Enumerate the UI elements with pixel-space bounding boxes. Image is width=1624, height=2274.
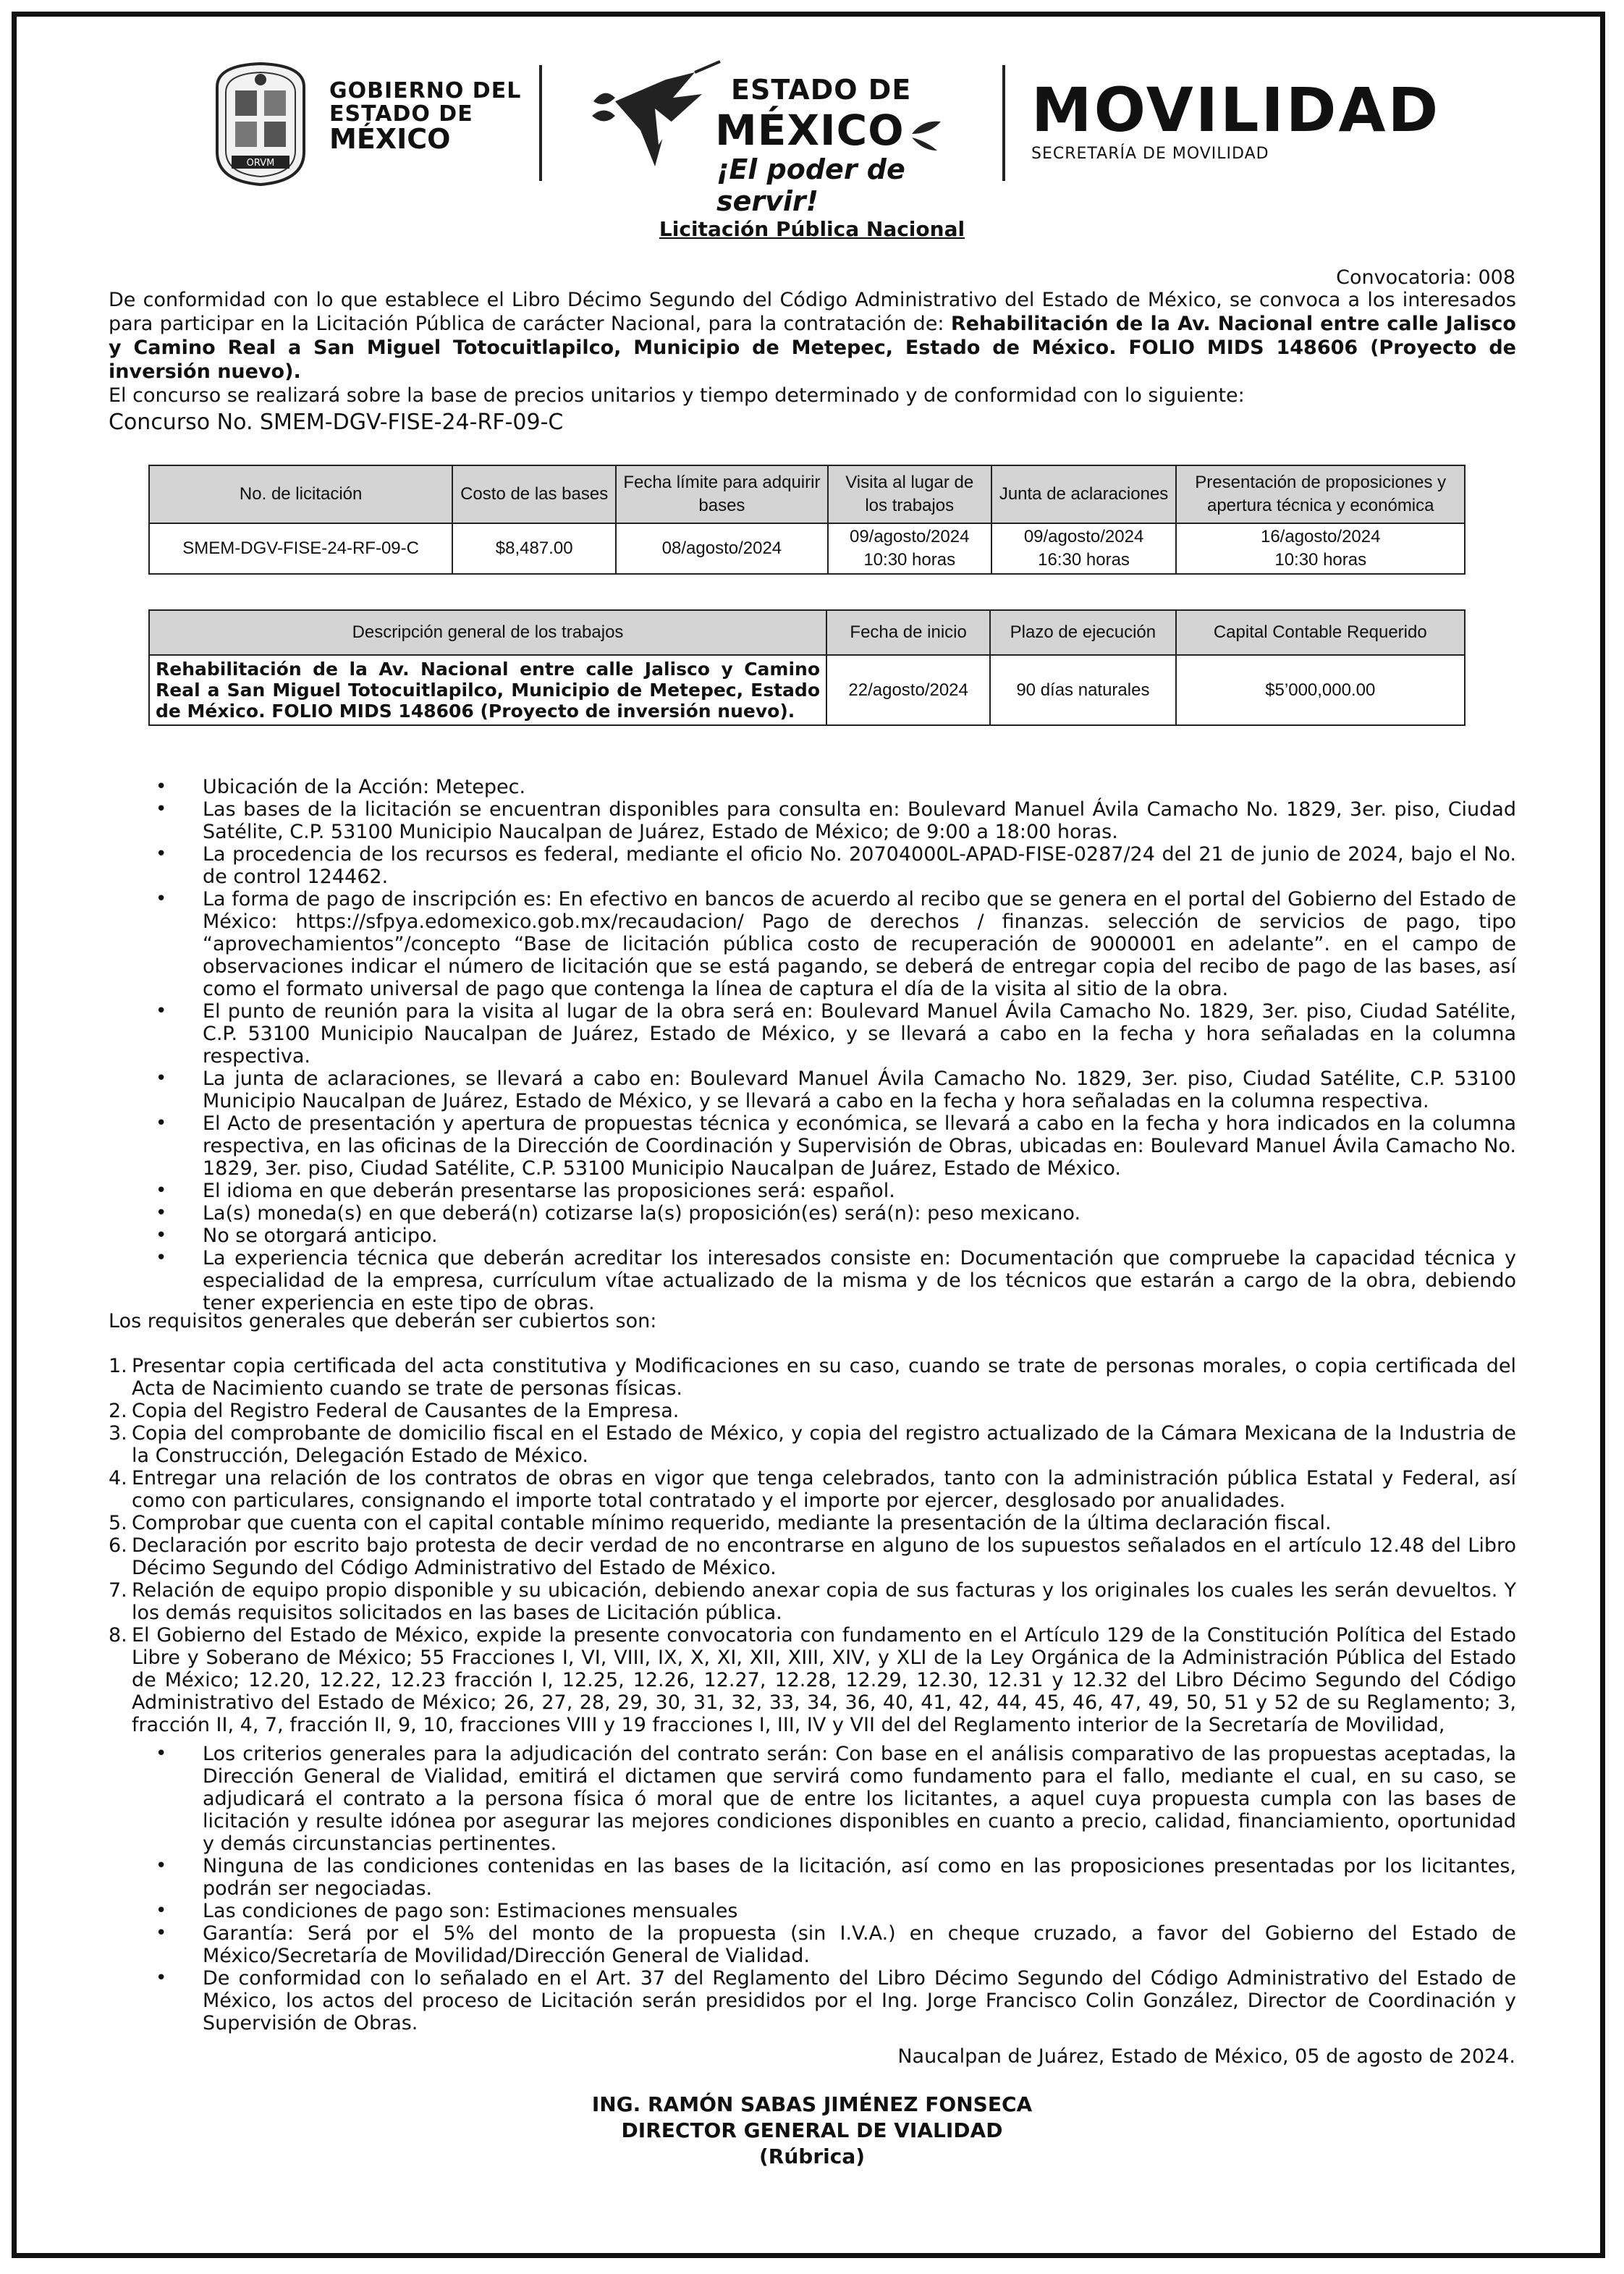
cell-descripcion: Rehabilitación de la Av. Nacional entre calle Jalisco y Camino Real a San Miguel Totocuitlapilco, Municipio de Metepec, Estado de México. FOLIO MIDS 148606 (Proyecto de inversión nuevo). [149,655,826,725]
list-item [109,1355,1516,1400]
col-header: Fecha de inicio [826,610,990,655]
movilidad-logo [1031,75,1441,163]
cell-presentacion [1176,523,1465,574]
list-item: • La forma de pago de inscripción es: En efectivo en bancos de acuerdo al recibo que se genera en el portal del Gobierno del Estado de México: https://sfpya.edomexico.gob.mx/recaudacion/ Pago de derechos / finanzas. selección de servicios de pago, tipo “aprovechamientos”/concepto “Base de licitación pública costo de recuperación de 9000001 en adelante”. en el campo de observaciones indicar el número de licitación que se está pagando, se deberá de entregar copia del recibo de pago de las bases, así como el formato universal de pago que contenga la línea de captura el día de la visita al sitio de la obra. [156,888,1516,1000]
list-item: • Las bases de la licitación se encuentran disponibles para consulta en: Boulevard Manuel Ávila Camacho No. 1829, 3er. piso, Ciudad Satélite, C.P. 53100 Municipio Naucalpan de Juárez, Estado de México; de 9:00 a 18:00 horas. [156,798,1516,843]
cell-fecha-inicio: 22/agosto/2024 [826,655,990,725]
list-item: • La procedencia de los recursos es federal, mediante el oficio No. 20704000L-APAD-FISE-0287/24 del 21 de junio de 2024, bajo el No. de control 124462. [156,843,1516,888]
requisitos-lead: Los requisitos generales que deberán ser cubiertos son: [109,1310,657,1332]
signatory-name: ING. RAMÓN SABAS JIMÉNEZ FONSECA [591,2092,1033,2116]
list-item: • Ninguna de las condiciones contenidas en las bases de la licitación, así como en las proposiciones presentadas por los licitantes, podrán ser negociadas. [156,1855,1516,1900]
intro-basis-text: El concurso se realizará sobre la base de precios unitarios y tiempo determinado y de conformidad con lo siguiente: [109,384,1245,407]
col-header: Capital Contable Requerido [1176,610,1465,655]
item-number: 4. [109,1467,127,1489]
col-header: Costo de las bases [452,465,616,523]
visita-hora: 10:30 horas [863,550,956,570]
item-text: Comprobar que cuenta con el capital contable mínimo requerido, mediante la presentación de la última declaración fiscal. [132,1512,1332,1534]
item-number: 6. [109,1534,127,1557]
header [210,58,1455,217]
junta-hora: 16:30 horas [1038,550,1130,570]
visita-fecha: 09/agosto/2024 [849,527,970,546]
item-text: Copia del Registro Federal de Causantes de la Empresa. [132,1400,680,1422]
item-text: El Gobierno del Estado de México, expide la presente convocatoria con fundamento en el Artículo 129 de la Constitución Política del Estado Libre y Soberano de México; 55 Fracciones I, VI, VIII, IX, X, XI, XII, XIII, XIV, y XLI de la Ley Orgánica de la Administración Pública del Estado de México; 12.20, 12.22, 12.23 fracción I, 12.25, 12.26, 12.27, 12.28, 12.29, 12.30, 12.31 y 12.32 del Libro Décimo Segundo del Código Administrativo del Estado de México; 26, 27, 28, 29, 30, 31, 32, 33, 34, 36, 40, 41, 42, 44, 45, 46, 47, 49, 50, 51 y 52 de su Reglamento; 3, fracción II, 4, 7, fracción II, 9, 10, fracciones VIII y 19 fracciones I, III, IV y VII del del Reglamento interior de la Secretaría de Movilidad, [132,1624,1516,1736]
list-item: • La(s) moneda(s) en que deberá(n) cotizarse la(s) proposición(es) será(n): peso mexicano. [156,1202,1516,1225]
junta-fecha: 09/agosto/2024 [1023,527,1144,546]
item-text: Entregar una relación de los contratos de obras en vigor que tenga celebrados, tanto con la administración pública Estatal y Federal, así como con particulares, consignando el importe total contratado y el importe por ejercer, desglosado por anualidades. [132,1467,1516,1512]
item-number: 3. [109,1422,127,1445]
leaf-icon [908,116,944,152]
presentacion-hora: 10:30 horas [1274,550,1367,570]
col-header: Descripción general de los trabajos [149,610,826,655]
gov-line3: MÉXICO [329,123,451,155]
trabajos-table [148,609,1466,726]
signature-note: (Rúbrica) [758,2144,866,2168]
item-text: Relación de equipo propio disponible y su ubicación, debiendo anexar copia de sus facturas y los originales los cuales les serán devueltos. Y los demás requisitos solicitados en las bases de Licitación pública. [132,1579,1516,1624]
table-header-row [149,465,1465,523]
list-item: • Garantía: Será por el 5% del monto de la propuesta (sin I.V.A.) en cheque cruzado, a favor del Gobierno del Estado de México/Secretaría de Movilidad/Dirección General de Vialidad. [156,1922,1516,1967]
header-divider [539,65,542,181]
cell-junta [991,523,1177,574]
list-item: • La junta de aclaraciones, se llevará a cabo en: Boulevard Manuel Ávila Camacho No. 1829, 3er. piso, Ciudad Satélite, C.P. 53100 Municipio Naucalpan de Juárez, Estado de México, y se llevará a cabo en la fecha y hora señaladas en la columna respectiva. [156,1068,1516,1112]
conditions-list [156,776,1516,1314]
signature-block [0,2092,1624,2170]
item-text: Declaración por escrito bajo protesta de decir verdad de no encontrarse en alguno de los supuestos señalados en el artículo 12.48 del Libro Décimo Segundo del Código Administrativo del Estado de México. [132,1534,1516,1579]
cell-plazo: 90 días naturales [990,655,1175,725]
intro-project-name: Rehabilitación de la Av. Nacional entre calle Jalisco y Camino Real a San Miguel Totocuitlapilco, Municipio de Metepec, Estado de México. FOLIO MIDS 148606 (Proyecto de inversión nuevo). [109,313,1516,383]
col-header: Fecha límite para adquirir bases [616,465,828,523]
item-text: Copia del comprobante de domicilio fiscal en el Estado de México, y copia del registro actualizado de la Cámara Mexicana de la Industria de la Construcción, Delegación Estado de México. [132,1422,1516,1467]
cell-costo: $8,487.00 [452,523,616,574]
edomex-slogan: ¡El poder de servir! [716,153,905,217]
adjudicacion-list [156,1743,1516,2034]
item-text: Presentar copia certificada del acta constitutiva y Modificaciones en su caso, cuando se trate de personas morales, o copia certificada del Acta de Nacimiento cuando se trate de personas físicas. [132,1355,1516,1400]
cell-licitacion: SMEM-DGV-FISE-24-RF-09-C [149,523,452,574]
intro-paragraph [109,288,1516,407]
document-title: Licitación Pública Nacional [659,217,965,241]
table-row [149,523,1465,574]
item-number: 1. [109,1355,127,1377]
edomex-line2: MÉXICO [715,106,905,155]
list-item: • De conformidad con lo señalado en el Art. 37 del Reglamento del Libro Décimo Segundo del Código Administrativo del Estado de México, los actos del proceso de Licitación serán presididos por el Ing. Jorge Francisco Colin González, Director de Coordinación y Supervisión de Obras. [156,1967,1516,2034]
list-item: • El punto de reunión para la visita al lugar de la obra será en: Boulevard Manuel Ávila Camacho No. 1829, 3er. piso, Ciudad Satélite, C.P. 53100 Municipio Naucalpan de Juárez, Estado de México, y se llevará a cabo en la fecha y hora señaladas en la columna respectiva. [156,1000,1516,1068]
estado-de-mexico-logo [586,58,948,217]
col-header: Junta de aclaraciones [991,465,1177,523]
list-item: • Los criterios generales para la adjudicación del contrato serán: Con base en el análisis comparativo de las propuestas aceptadas, la Dirección General de Vialidad, emitirá el dictamen que servirá como fundamento para el fallo, mediante el cual, en su caso, se adjudicará el contrato a la persona física ó moral que de entre los licitantes, a aquel cuya propuesta cumpla con las bases de licitación y resulte idónea por asegurar las mejores condiciones disponibles en cuanto a precio, calidad, financiamiento, oportunidad y demás circunstancias pertinentes. [156,1743,1516,1855]
list-item [109,1534,1516,1579]
concurso-number: Concurso No. SMEM-DGV-FISE-24-RF-09-C [109,410,564,435]
item-number: 2. [109,1400,127,1422]
item-number: 8. [109,1624,127,1647]
gov-line1: GOBIERNO DEL [329,78,522,103]
movilidad-subtitle: SECRETARÍA DE MOVILIDAD [1031,145,1269,163]
hummingbird-logo-icon [586,58,731,188]
list-item [109,1512,1516,1534]
col-header: Plazo de ejecución [990,610,1175,655]
licitacion-schedule-table [148,465,1466,575]
intro-text: De conformidad con lo que establece el Libro Décimo Segundo del Código Administrativo del Estado de México, se convoca a los interesados para participar en la Licitación Pública de carácter Nacional, para la contratación de: [109,289,1516,335]
place-date: Naucalpan de Juárez, Estado de México, 05 de agosto de 2024. [897,2045,1515,2068]
cell-fecha-limite: 08/agosto/2024 [616,523,828,574]
list-item: • No se otorgará anticipo. [156,1225,1516,1247]
col-header: Presentación de proposiciones y apertura técnica y económica [1176,465,1465,523]
col-header: Visita al lugar de los trabajos [828,465,991,523]
item-number: 7. [109,1579,127,1602]
col-header: No. de licitación [149,465,452,523]
svg-text:ORVM: ORVM [246,158,275,169]
requisitos-list [109,1355,1516,1736]
state-seal-icon [210,58,311,188]
convocatoria-number: Convocatoria: 008 [1336,266,1515,289]
edomex-line1: ESTADO DE [731,74,912,106]
cell-capital: $5’000,000.00 [1176,655,1465,725]
movilidad-title: MOVILIDAD [1031,75,1441,145]
list-item [109,1422,1516,1467]
signatory-position: DIRECTOR GENERAL DE VIALIDAD [621,2118,1003,2142]
list-item: • El Acto de presentación y apertura de propuestas técnica y económica, se llevará a cabo en la fecha y hora indicados en la columna respectiva, en las oficinas de la Dirección de Coordinación y Supervisión de Obras, ubicadas en: Boulevard Manuel Ávila Camacho No. 1829, 3er. piso, Ciudad Satélite, C.P. 53100 Municipio Naucalpan de Juárez, Estado de México. [156,1112,1516,1180]
item-number: 5. [109,1512,127,1534]
list-item: • La experiencia técnica que deberán acreditar los interesados consiste en: Documentación que compruebe la capacidad técnica y especialidad de la empresa, currículum vítae actualizado de la misma y de los técnicos que estarán a cargo de la obra, debiendo tener experiencia en este tipo de obras. [156,1247,1516,1314]
list-item [109,1467,1516,1512]
header-divider [1002,65,1005,181]
list-item: • Ubicación de la Acción: Metepec. [156,776,1516,798]
presentacion-fecha: 16/agosto/2024 [1260,527,1381,546]
list-item: • El idioma en que deberán presentarse las proposiciones será: español. [156,1180,1516,1202]
list-item: • Las condiciones de pago son: Estimaciones mensuales [156,1900,1516,1922]
gov-line2: ESTADO DE [329,101,473,127]
table-header-row [149,610,1465,655]
table-row [149,655,1465,725]
cell-visita [828,523,991,574]
list-item [109,1624,1516,1736]
gov-estado-mexico-logo-text [329,80,521,154]
list-item [109,1400,1516,1422]
list-item [109,1579,1516,1624]
